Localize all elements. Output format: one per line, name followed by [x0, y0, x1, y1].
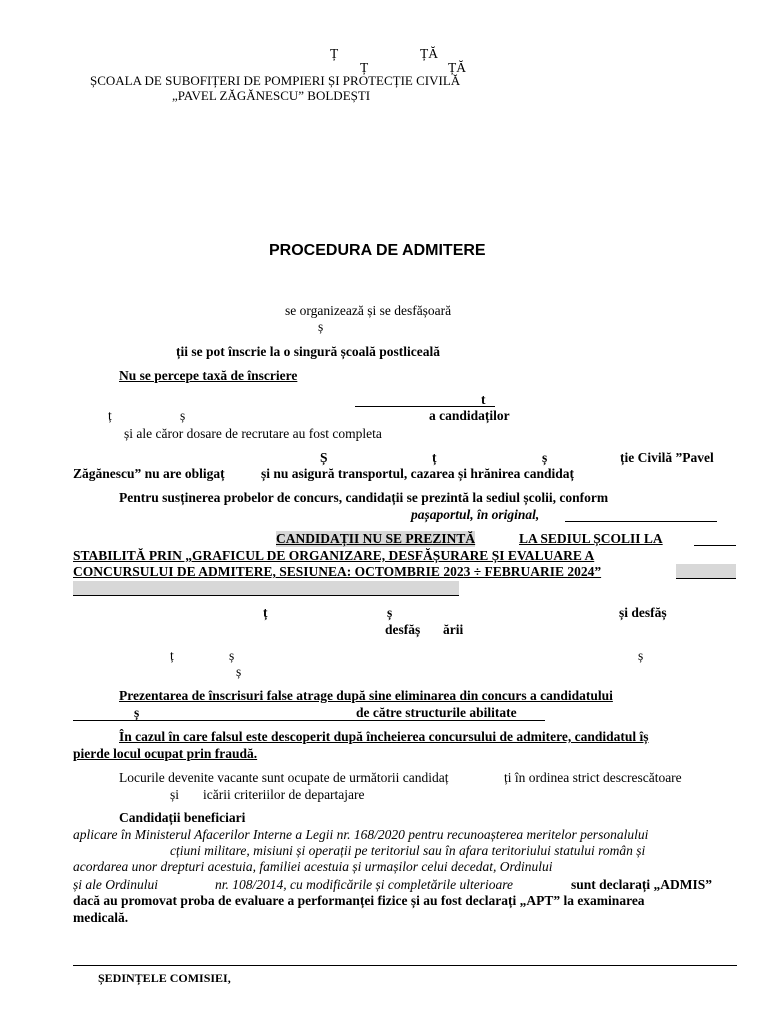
body-text: ș: [318, 319, 324, 334]
body-text: LA SEDIUL ȘCOLII LA: [519, 531, 663, 546]
body-text: ș: [542, 450, 548, 465]
body-text: ț: [170, 648, 174, 663]
body-text: Nu se percepe taxă de înscriere: [119, 368, 298, 383]
body-text: medicală.: [73, 910, 129, 925]
body-text: nr. 108/2014, cu modificările și completările ulterioare: [215, 877, 513, 892]
body-text: sunt declarați „ADMIS”: [571, 877, 712, 892]
body-text: Ș: [320, 450, 328, 465]
body-text: Prezentarea de înscrisuri false atrage după sine eliminarea din concurs a candidatului: [119, 688, 613, 703]
body-text: În cazul în care falsul este descoperit după încheierea concursului de admitere, candidatul îș: [119, 729, 649, 744]
body-text: pierde locul ocupat prin fraudă.: [73, 746, 258, 761]
body-text: ș: [387, 605, 393, 620]
body-text: ț: [263, 605, 268, 620]
body-text: STABILITĂ PRIN „GRAFICUL DE ORGANIZARE, DESFĂȘURARE ȘI EVALUARE A: [73, 548, 595, 563]
body-text: și ale Ordinului: [73, 877, 159, 892]
body-text: Zăgănescu” nu are obligaț: [73, 466, 225, 481]
header-fragment: Ț: [360, 60, 369, 75]
blank-line: [565, 507, 717, 522]
body-text: ș: [134, 705, 140, 720]
body-text: t: [481, 392, 486, 407]
body-text: ș: [236, 664, 242, 679]
school-line: ȘCOALA DE SUBOFIȚERI DE POMPIERI ȘI PROTECȚIE CIVILĂ: [90, 73, 461, 88]
body-text: ț: [108, 408, 112, 423]
body-text: desfăș: [385, 622, 421, 637]
header-fragment: Ț: [330, 46, 339, 61]
body-text: și: [170, 787, 180, 802]
body-text: pașaportul, în original,: [411, 507, 540, 522]
body-text: aplicare în Ministerul Afacerilor Interne a Legii nr. 168/2020 pentru recunoașterea meritelor personalului: [73, 827, 649, 842]
body-text: și nu asigură transportul, cazarea și hrănirea candidaț: [261, 466, 575, 481]
body-text: Locurile devenite vacante sunt ocupate de următorii candidaț: [119, 770, 449, 785]
highlighted-text: CANDIDAȚII NU SE PREZINTĂ: [276, 531, 476, 546]
highlight-blank: [676, 564, 736, 579]
body-text: ș: [180, 408, 186, 423]
blank-line: [355, 392, 495, 407]
body-text: Pentru susținerea probelor de concurs, candidații se prezintă la sediul școlii, conform: [119, 490, 609, 505]
body-text: dacă au promovat proba de evaluare a performanței fizice și au fost declarați „APT” la examinarea: [73, 893, 645, 908]
highlight-blank: [73, 581, 459, 596]
body-text: ț: [432, 450, 437, 465]
page-title: PROCEDURA DE ADMITERE: [269, 242, 486, 259]
body-text: de către structurile abilitate: [356, 705, 517, 720]
body-text: ș: [229, 648, 235, 663]
header-fragment: ȚĂ: [420, 46, 438, 61]
body-text: ție Civilă ”Pavel: [620, 450, 714, 465]
body-text: ții se pot înscrie la o singură școală postliceală: [176, 344, 440, 359]
body-text: și desfăș: [619, 605, 667, 620]
body-text: ți în ordinea strict descrescătoare: [504, 770, 682, 785]
blank-line: [694, 531, 736, 546]
footer-label: ȘEDINȚELE COMISIEI,: [98, 971, 231, 985]
body-text: Candidații beneficiari: [119, 810, 246, 825]
body-text: se organizează și se desfășoară: [285, 303, 452, 318]
body-text: ării: [443, 622, 464, 637]
header-fragment: ȚĂ: [448, 60, 466, 75]
body-text: și ale căror dosare de recrutare au fost completa: [124, 426, 382, 441]
body-text: a candidaților: [429, 408, 510, 423]
body-text: acordarea unor drepturi acestuia, familiei acestuia și urmașilor celui decedat, Ordinului: [73, 859, 553, 874]
body-text: CONCURSULUI DE ADMITERE, SESIUNEA: OCTOMBRIE 2023 ÷ FEBRUARIE 2024”: [73, 564, 602, 579]
body-text: icării criteriilor de departajare: [203, 787, 365, 802]
footnote-divider: [73, 965, 737, 966]
body-text: ș: [638, 648, 644, 663]
body-text: cțiuni militare, misiuni și operații pe teritoriul sau în afara teritoriului statului român și: [170, 843, 646, 858]
school-name: „PAVEL ZĂGĂNESCU” BOLDEȘTI: [172, 88, 371, 103]
